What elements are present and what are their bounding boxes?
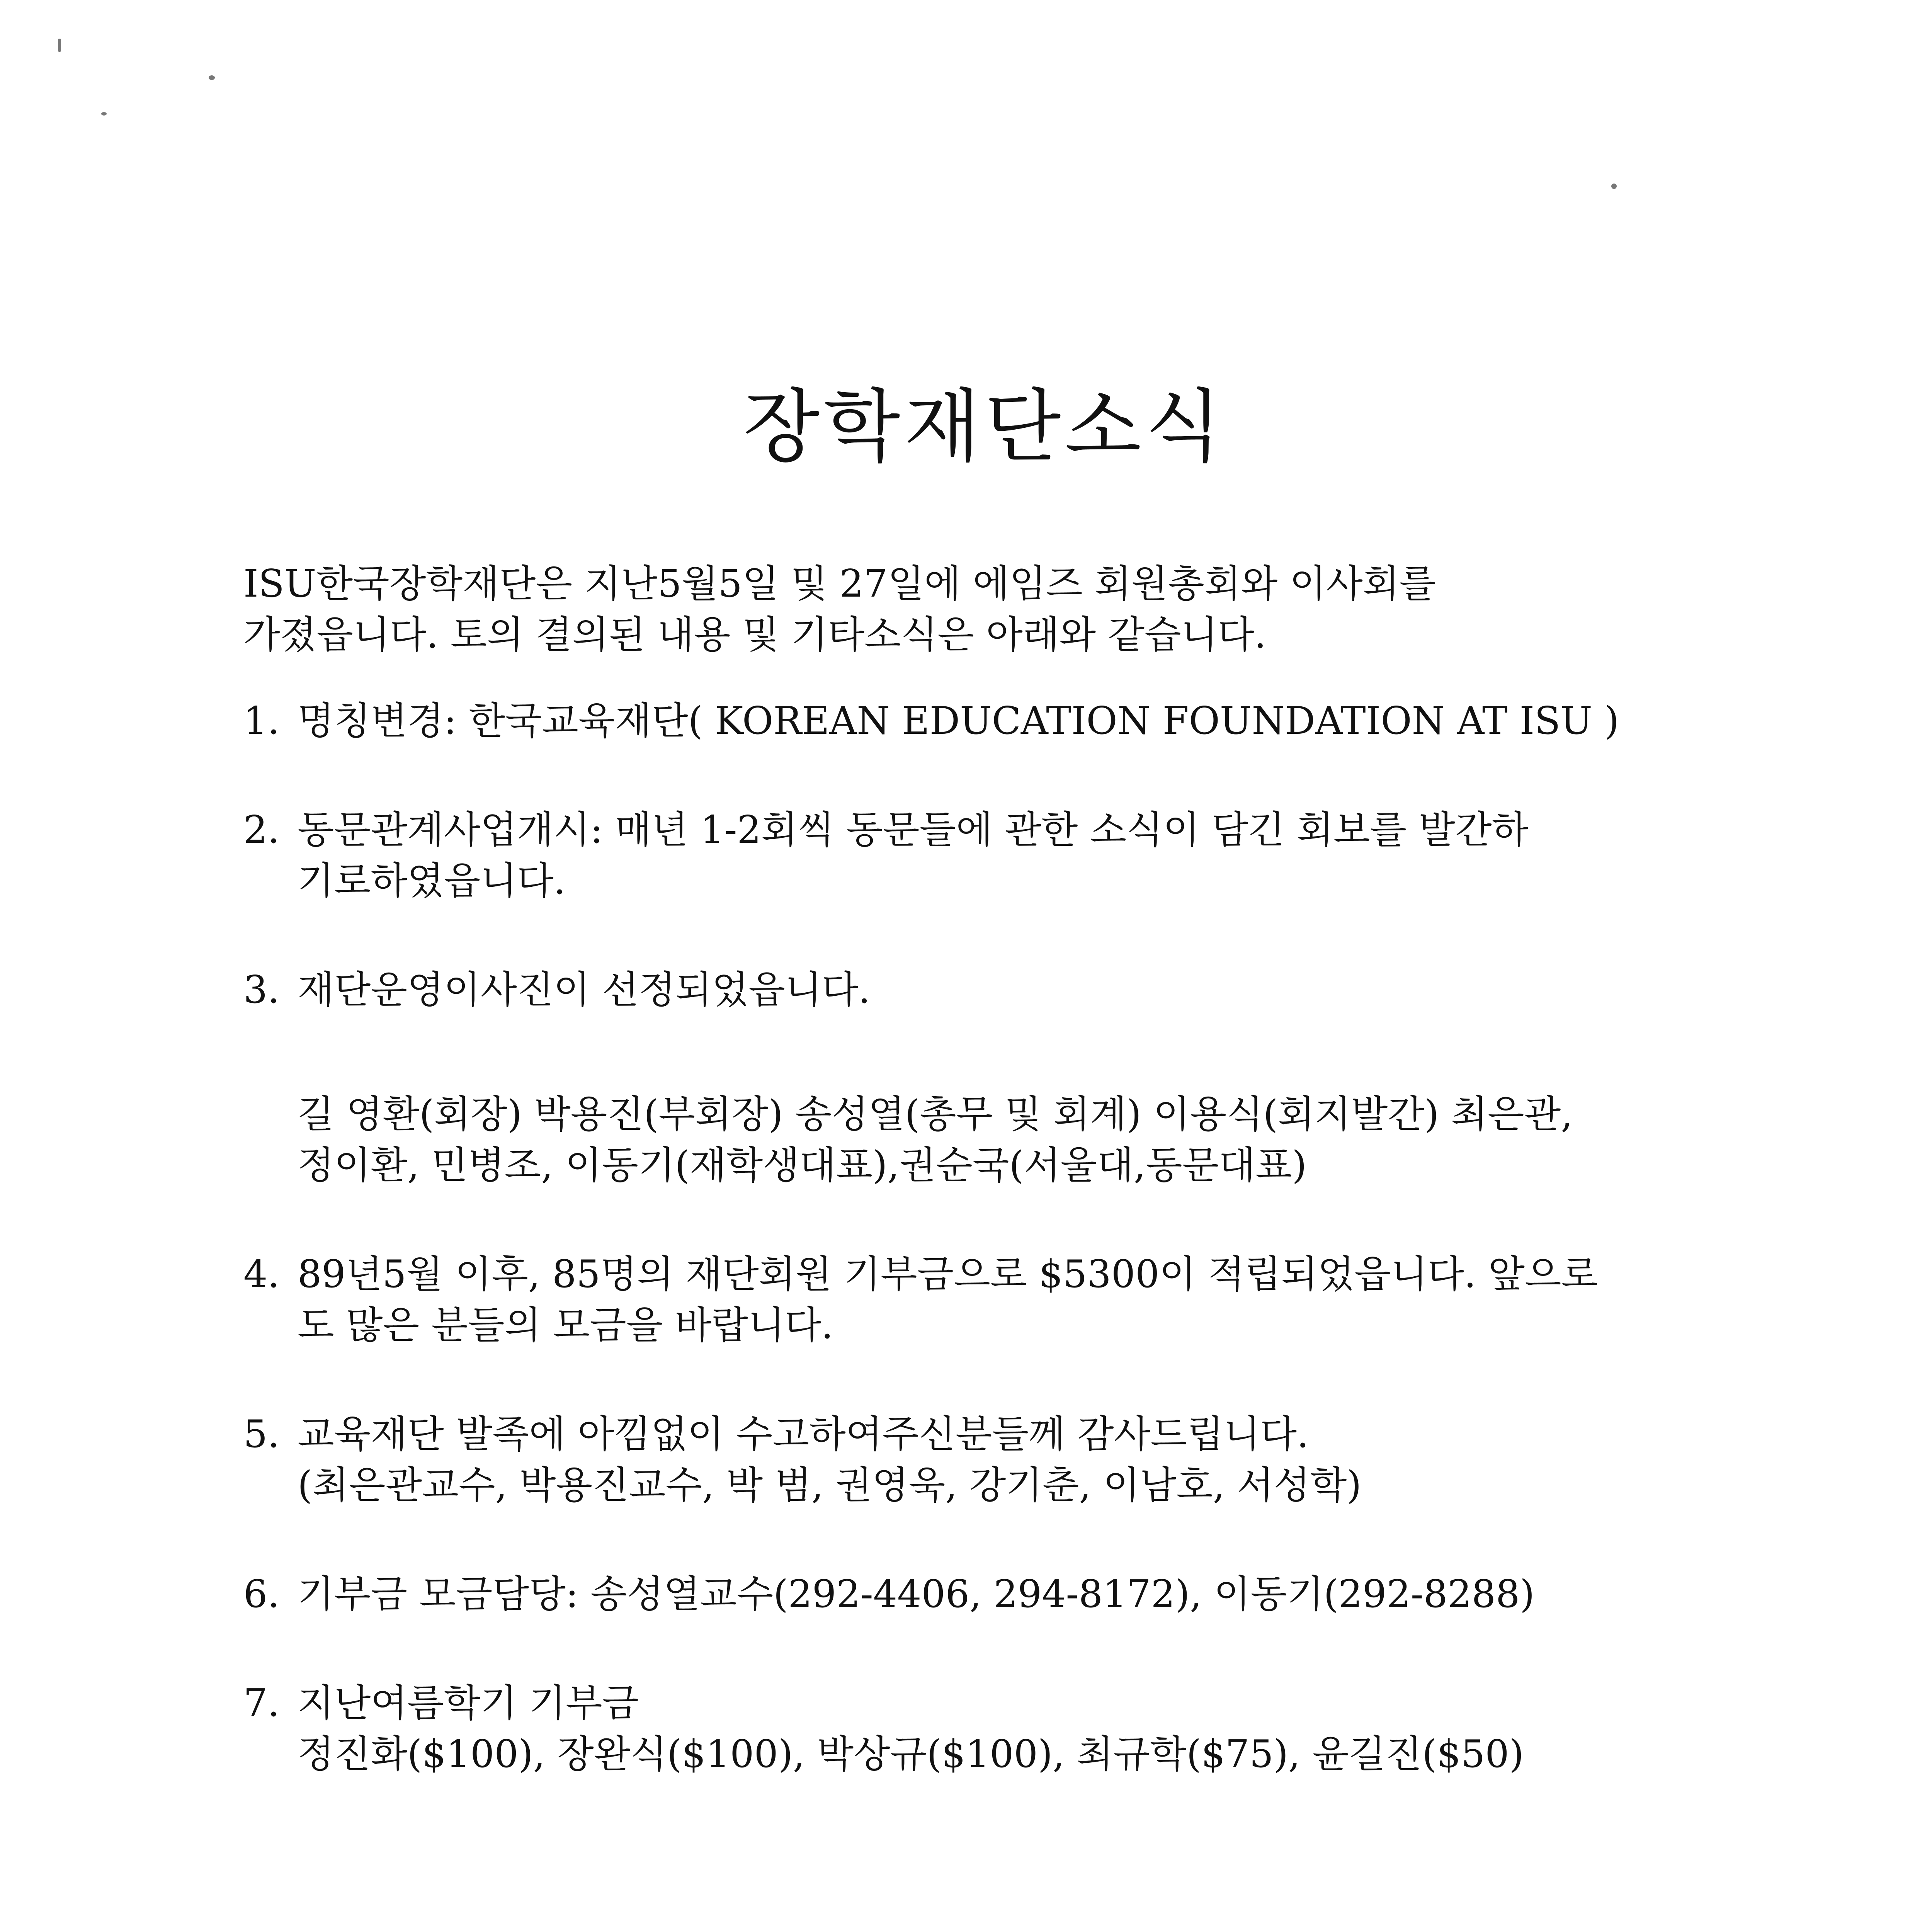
item-line: 89년5월 이후, 85명의 재단회원 기부금으로 $5300이 적립되었읍니다. 앞으로 (298, 1252, 1598, 1296)
scan-speck (58, 39, 61, 52)
item-line: 정진화($100), 장완식($100), 박상규($100), 최규학($75), 윤길진($50) (298, 1732, 1524, 1776)
item-line: 기로하였읍니다. (298, 859, 566, 903)
item-number: 5. (243, 1412, 280, 1456)
item-line: 동문관계사업개시: 매년 1-2회씩 동문들에 관한 소식이 담긴 회보를 발간하 (298, 808, 1529, 852)
item-line: 재단운영이사진이 선정되었읍니다. (298, 968, 871, 1012)
scan-speck (101, 112, 107, 116)
board-member-line: 길 영환(회장) 박용진(부회장) 송성열(총무 및 회계) 이용식(회지발간) 최은관, (298, 1092, 1573, 1136)
item-number: 6. (243, 1572, 280, 1616)
news-item (243, 1249, 1789, 1351)
item-number: 2. (243, 808, 280, 852)
news-item (243, 964, 1789, 1191)
intro-line: 가졌읍니다. 토의 결의된 내용 및 기타소식은 아래와 같습니다. (243, 613, 1267, 657)
item-number: 1. (243, 699, 280, 743)
item-line: 기부금 모금담당: 송성열교수(292-4406, 294-8172), 이동기(292-8288) (298, 1572, 1535, 1616)
item-number: 7. (243, 1681, 280, 1725)
news-item (243, 1409, 1789, 1511)
document-title: 장학재단소식 (743, 381, 1226, 473)
news-item-list (243, 696, 1789, 1780)
board-member-list (298, 1089, 1789, 1191)
news-item (243, 1678, 1789, 1780)
item-number: 3. (243, 968, 280, 1012)
item-line: 도 많은 분들의 모금을 바랍니다. (298, 1303, 833, 1347)
news-item (243, 1569, 1789, 1620)
item-line: 교육재단 발족에 아낌없이 수고하여주신분들께 감사드립니다. (298, 1412, 1309, 1456)
intro-line: ISU한국장학재단은 지난5월5일 및 27일에 에임즈 회원총회와 이사회를 (243, 562, 1436, 606)
news-item (243, 804, 1789, 906)
item-line: (최은관교수, 박용진교수, 박 범, 권영욱, 강기춘, 이남호, 서성학) (298, 1463, 1362, 1507)
scan-speck (1611, 184, 1617, 189)
news-item (243, 696, 1789, 747)
item-line: 명칭변경: 한국교육재단( KOREAN EDUCATION FOUNDATION AT ISU ) (298, 699, 1619, 743)
item-line: 지난여름학기 기부금 (298, 1681, 639, 1725)
intro-paragraph (243, 558, 1750, 660)
board-member-line: 정이환, 민병조, 이동기(재학생대표),권순국(서울대,동문대표) (298, 1143, 1307, 1187)
scan-speck (209, 75, 215, 80)
item-number: 4. (243, 1252, 280, 1296)
